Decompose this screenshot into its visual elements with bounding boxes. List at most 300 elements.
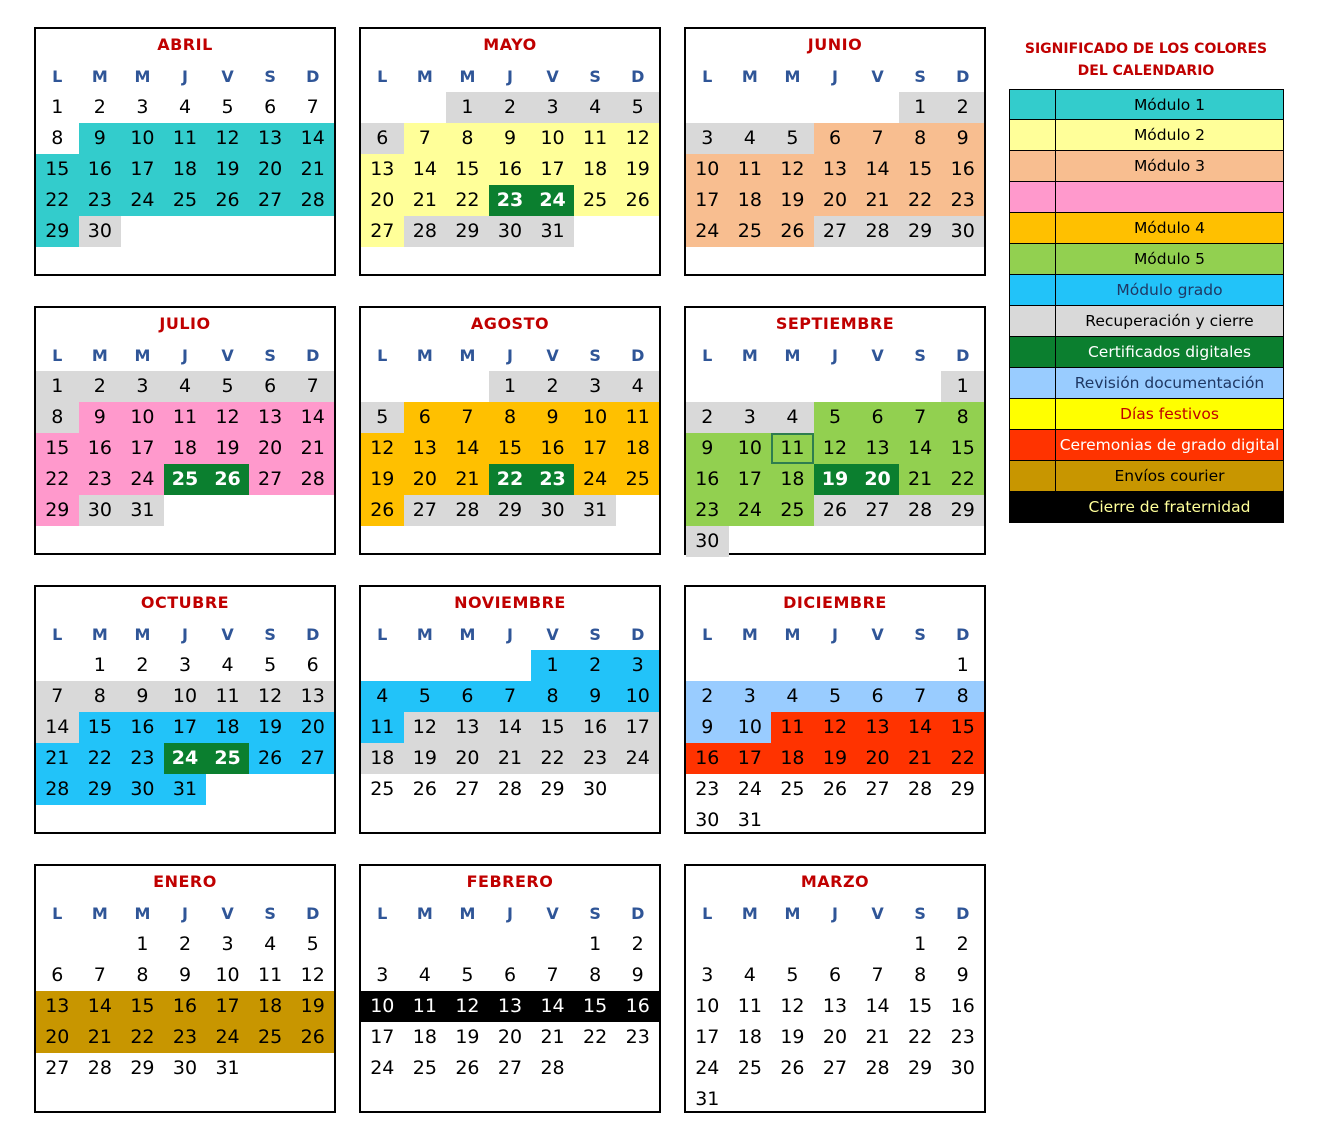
day-cell[interactable]: 27 <box>361 216 404 247</box>
day-cell[interactable]: 10 <box>121 402 164 433</box>
day-cell[interactable]: 30 <box>950 1057 975 1079</box>
day-cell[interactable]: 19 <box>616 154 659 185</box>
day-cell[interactable]: 19 <box>361 464 404 495</box>
day-cell[interactable]: 18 <box>361 743 404 774</box>
day-cell[interactable]: 28 <box>446 495 489 526</box>
day-cell[interactable]: 6 <box>814 123 857 154</box>
day-cell[interactable]: 17 <box>574 433 617 464</box>
day-cell[interactable]: 21 <box>899 464 942 495</box>
day-cell[interactable]: 30 <box>941 216 984 247</box>
day-cell[interactable]: 21 <box>291 433 334 464</box>
day-cell[interactable]: 18 <box>574 154 617 185</box>
day-cell[interactable]: 12 <box>249 681 292 712</box>
day-cell[interactable]: 17 <box>370 1026 395 1048</box>
day-cell[interactable]: 7 <box>871 964 884 986</box>
day-cell[interactable]: 20 <box>856 743 899 774</box>
day-cell[interactable]: 20 <box>497 1026 523 1048</box>
day-cell[interactable]: 16 <box>489 154 532 185</box>
day-cell[interactable]: 8 <box>136 964 149 986</box>
day-cell[interactable]: 5 <box>221 96 234 118</box>
day-cell[interactable]: 20 <box>36 1022 79 1053</box>
day-cell[interactable]: 30 <box>121 774 164 805</box>
day-cell[interactable]: 31 <box>121 495 164 526</box>
day-cell[interactable]: 4 <box>729 123 772 154</box>
day-cell[interactable]: 4 <box>743 964 756 986</box>
day-cell[interactable]: 12 <box>361 433 404 464</box>
day-cell[interactable]: 6 <box>249 371 292 402</box>
day-cell[interactable]: 14 <box>79 991 122 1022</box>
day-cell[interactable]: 8 <box>446 123 489 154</box>
day-cell[interactable]: 13 <box>856 433 899 464</box>
day-cell[interactable]: 1 <box>93 654 106 676</box>
day-cell[interactable]: 2 <box>136 654 149 676</box>
day-cell[interactable]: 14 <box>446 433 489 464</box>
day-cell[interactable]: 5 <box>461 964 474 986</box>
day-cell[interactable]: 18 <box>737 1026 762 1048</box>
day-cell[interactable]: 20 <box>404 464 447 495</box>
day-cell[interactable]: 16 <box>941 154 984 185</box>
day-cell[interactable]: 13 <box>814 154 857 185</box>
day-cell[interactable]: 24 <box>574 464 617 495</box>
day-cell[interactable]: 2 <box>574 650 617 681</box>
day-cell[interactable]: 17 <box>695 1026 720 1048</box>
day-cell[interactable]: 27 <box>497 1057 523 1079</box>
day-cell[interactable]: 7 <box>404 123 447 154</box>
day-cell[interactable]: 9 <box>178 964 192 986</box>
day-cell[interactable]: 18 <box>164 154 207 185</box>
day-cell[interactable]: 16 <box>616 991 659 1022</box>
day-cell[interactable]: 18 <box>206 712 249 743</box>
day-cell[interactable]: 24 <box>686 216 729 247</box>
day-cell[interactable]: 12 <box>446 991 489 1022</box>
day-cell[interactable]: 13 <box>404 433 447 464</box>
day-cell[interactable]: 9 <box>79 402 122 433</box>
day-cell[interactable]: 29 <box>908 1057 933 1079</box>
day-cell[interactable]: 10 <box>215 964 240 986</box>
day-cell[interactable]: 11 <box>258 964 283 986</box>
day-cell[interactable]: 8 <box>914 964 927 986</box>
day-cell[interactable]: 5 <box>771 123 814 154</box>
day-cell[interactable]: 12 <box>404 712 447 743</box>
day-cell[interactable]: 25 <box>412 1057 437 1079</box>
day-cell[interactable]: 24 <box>206 1022 249 1053</box>
day-cell[interactable]: 21 <box>865 1026 890 1048</box>
day-cell[interactable]: 23 <box>625 1026 650 1048</box>
day-cell[interactable]: 6 <box>404 402 447 433</box>
day-cell[interactable]: 5 <box>404 681 447 712</box>
day-cell[interactable]: 18 <box>412 1026 437 1048</box>
day-cell[interactable]: 6 <box>503 964 517 986</box>
day-cell[interactable]: 7 <box>856 123 899 154</box>
day-cell[interactable]: 8 <box>79 681 122 712</box>
day-cell[interactable]: 23 <box>950 1026 975 1048</box>
day-cell[interactable]: 27 <box>249 185 292 216</box>
day-cell[interactable]: 4 <box>418 964 431 986</box>
day-cell[interactable]: 28 <box>908 778 933 800</box>
day-cell[interactable]: 26 <box>206 464 249 495</box>
day-cell[interactable]: 10 <box>686 154 729 185</box>
day-cell[interactable]: 11 <box>164 402 207 433</box>
day-cell[interactable]: 18 <box>771 464 814 495</box>
day-cell[interactable]: 13 <box>446 712 489 743</box>
day-cell[interactable]: 1 <box>531 650 574 681</box>
day-cell[interactable]: 24 <box>729 495 772 526</box>
day-cell[interactable]: 26 <box>412 778 437 800</box>
day-cell[interactable]: 1 <box>914 933 927 955</box>
day-cell[interactable]: 31 <box>737 809 762 831</box>
day-cell[interactable]: 25 <box>616 464 659 495</box>
day-cell[interactable]: 26 <box>780 1057 805 1079</box>
day-cell[interactable]: 12 <box>616 123 659 154</box>
day-cell[interactable]: 12 <box>814 433 857 464</box>
day-cell[interactable]: 14 <box>36 712 79 743</box>
day-cell[interactable]: 12 <box>771 154 814 185</box>
day-cell[interactable]: 16 <box>121 712 164 743</box>
day-cell[interactable]: 20 <box>249 154 292 185</box>
day-cell[interactable]: 4 <box>771 681 814 712</box>
day-cell[interactable]: 20 <box>822 1026 848 1048</box>
day-cell[interactable]: 7 <box>291 371 334 402</box>
day-cell[interactable]: 16 <box>574 712 617 743</box>
day-cell[interactable]: 12 <box>206 123 249 154</box>
day-cell[interactable]: 14 <box>899 433 942 464</box>
day-cell[interactable]: 9 <box>489 123 532 154</box>
day-cell[interactable]: 10 <box>695 995 720 1017</box>
day-cell[interactable]: 4 <box>178 96 192 118</box>
day-cell[interactable]: 16 <box>79 154 122 185</box>
day-cell[interactable]: 11 <box>737 995 762 1017</box>
day-cell[interactable]: 20 <box>249 433 292 464</box>
day-cell[interactable]: 25 <box>370 778 395 800</box>
day-cell[interactable]: 6 <box>828 964 842 986</box>
day-cell[interactable]: 24 <box>121 185 164 216</box>
day-cell[interactable]: 17 <box>164 712 207 743</box>
day-cell[interactable]: 20 <box>291 712 334 743</box>
day-cell[interactable]: 16 <box>686 743 729 774</box>
day-cell[interactable]: 22 <box>79 743 122 774</box>
day-cell[interactable]: 9 <box>531 402 574 433</box>
day-cell[interactable]: 17 <box>616 712 659 743</box>
day-cell[interactable]: 30 <box>695 809 720 831</box>
day-cell[interactable]: 29 <box>489 495 532 526</box>
day-cell[interactable]: 26 <box>616 185 659 216</box>
day-cell[interactable]: 9 <box>686 433 729 464</box>
day-cell[interactable]: 2 <box>93 96 106 118</box>
day-cell[interactable]: 26 <box>361 495 404 526</box>
day-cell[interactable]: 9 <box>686 712 729 743</box>
day-cell[interactable]: 22 <box>899 185 942 216</box>
day-cell[interactable]: 29 <box>899 216 942 247</box>
day-cell[interactable]: 9 <box>574 681 617 712</box>
day-cell[interactable]: 4 <box>361 681 404 712</box>
day-cell[interactable]: 6 <box>264 96 277 118</box>
day-cell[interactable]: 23 <box>574 743 617 774</box>
day-cell[interactable]: 4 <box>616 371 659 402</box>
day-cell[interactable]: 27 <box>404 495 447 526</box>
day-cell[interactable]: 31 <box>531 216 574 247</box>
day-cell[interactable]: 20 <box>361 185 404 216</box>
day-cell[interactable]: 25 <box>164 185 207 216</box>
day-cell[interactable]: 13 <box>291 681 334 712</box>
day-cell[interactable]: 6 <box>306 654 319 676</box>
day-cell[interactable]: 15 <box>36 433 79 464</box>
day-cell[interactable]: 14 <box>865 995 890 1017</box>
day-cell[interactable]: 31 <box>164 774 207 805</box>
day-cell[interactable]: 26 <box>291 1022 334 1053</box>
day-cell[interactable]: 10 <box>729 433 772 464</box>
day-cell[interactable]: 3 <box>574 371 617 402</box>
day-cell[interactable]: 18 <box>164 433 207 464</box>
day-cell[interactable]: 5 <box>361 402 404 433</box>
day-cell[interactable]: 8 <box>489 402 532 433</box>
day-cell[interactable]: 16 <box>79 433 122 464</box>
day-cell[interactable]: 19 <box>206 154 249 185</box>
day-cell[interactable]: 25 <box>206 743 249 774</box>
day-cell[interactable]: 15 <box>121 991 164 1022</box>
day-cell[interactable]: 18 <box>249 991 292 1022</box>
day-cell[interactable]: 11 <box>771 712 814 743</box>
day-cell[interactable]: 8 <box>51 127 64 149</box>
day-cell[interactable]: 3 <box>376 964 389 986</box>
day-cell[interactable]: 31 <box>574 495 617 526</box>
day-cell[interactable]: 26 <box>822 778 848 800</box>
day-cell[interactable]: 16 <box>531 433 574 464</box>
day-cell[interactable]: 10 <box>164 681 207 712</box>
day-cell[interactable]: 19 <box>814 743 857 774</box>
day-cell[interactable]: 23 <box>164 1022 207 1053</box>
day-cell[interactable]: 19 <box>455 1026 480 1048</box>
day-cell[interactable]: 3 <box>686 123 729 154</box>
day-cell[interactable]: 30 <box>79 216 122 247</box>
day-cell[interactable]: 28 <box>899 495 942 526</box>
day-cell[interactable]: 22 <box>36 185 79 216</box>
day-cell[interactable]: 4 <box>164 371 207 402</box>
day-cell[interactable]: 2 <box>686 402 729 433</box>
day-cell[interactable]: 5 <box>616 92 659 123</box>
day-cell[interactable]: 1 <box>489 371 532 402</box>
day-cell[interactable]: 24 <box>164 743 207 774</box>
day-cell[interactable]: 19 <box>780 1026 805 1048</box>
day-cell[interactable]: 30 <box>489 216 532 247</box>
day-cell[interactable]: 25 <box>574 185 617 216</box>
day-cell[interactable]: 19 <box>771 185 814 216</box>
day-cell[interactable]: 3 <box>221 933 234 955</box>
day-cell[interactable]: 14 <box>291 402 334 433</box>
day-cell[interactable]: 16 <box>686 464 729 495</box>
day-cell[interactable]: 19 <box>249 712 292 743</box>
day-cell[interactable]: 2 <box>531 371 574 402</box>
day-cell[interactable]: 13 <box>489 991 532 1022</box>
day-cell[interactable]: 9 <box>956 964 969 986</box>
day-cell[interactable]: 7 <box>306 96 319 118</box>
day-cell[interactable]: 7 <box>93 964 106 986</box>
day-cell[interactable]: 28 <box>865 1057 890 1079</box>
day-cell[interactable]: 27 <box>856 495 899 526</box>
day-cell[interactable]: 4 <box>221 654 234 676</box>
day-cell[interactable]: 10 <box>121 123 164 154</box>
day-cell[interactable]: 26 <box>771 216 814 247</box>
day-cell[interactable]: 19 <box>291 991 334 1022</box>
day-cell[interactable]: 21 <box>36 743 79 774</box>
day-cell[interactable]: 19 <box>814 464 857 495</box>
day-cell[interactable]: 14 <box>404 154 447 185</box>
day-cell[interactable]: 11 <box>616 402 659 433</box>
day-cell[interactable]: 10 <box>574 402 617 433</box>
day-cell[interactable]: 2 <box>489 92 532 123</box>
day-cell[interactable]: 18 <box>729 185 772 216</box>
day-cell[interactable]: 3 <box>729 681 772 712</box>
day-cell[interactable]: 9 <box>941 123 984 154</box>
day-cell[interactable]: 1 <box>446 92 489 123</box>
day-cell[interactable]: 28 <box>856 216 899 247</box>
day-cell[interactable]: 15 <box>79 712 122 743</box>
day-cell[interactable]: 30 <box>531 495 574 526</box>
day-cell[interactable]: 28 <box>36 774 79 805</box>
day-cell[interactable]: 8 <box>36 402 79 433</box>
day-cell[interactable]: 13 <box>822 995 848 1017</box>
day-cell[interactable]: 4 <box>264 933 277 955</box>
day-cell[interactable]: 13 <box>249 123 292 154</box>
day-cell[interactable]: 9 <box>631 964 644 986</box>
day-cell[interactable]: 28 <box>291 464 334 495</box>
day-cell[interactable]: 4 <box>771 402 814 433</box>
day-cell[interactable]: 22 <box>36 464 79 495</box>
day-cell[interactable]: 28 <box>497 778 523 800</box>
day-cell[interactable]: 5 <box>306 933 319 955</box>
day-cell[interactable]: 29 <box>950 778 975 800</box>
day-cell[interactable]: 19 <box>206 433 249 464</box>
day-cell[interactable]: 7 <box>446 402 489 433</box>
day-cell[interactable]: 31 <box>695 1088 720 1110</box>
day-cell[interactable]: 23 <box>79 185 122 216</box>
day-cell[interactable]: 3 <box>136 96 149 118</box>
day-cell[interactable]: 8 <box>899 123 942 154</box>
day-cell[interactable]: 25 <box>164 464 207 495</box>
day-cell[interactable]: 24 <box>616 743 659 774</box>
day-cell[interactable]: 15 <box>941 433 984 464</box>
day-cell[interactable]: 26 <box>455 1057 480 1079</box>
day-cell[interactable]: 13 <box>856 712 899 743</box>
day-cell[interactable]: 24 <box>370 1057 395 1079</box>
day-cell[interactable]: 14 <box>856 154 899 185</box>
day-cell[interactable]: 18 <box>616 433 659 464</box>
day-cell[interactable]: 9 <box>121 681 164 712</box>
day-cell[interactable]: 26 <box>206 185 249 216</box>
day-cell[interactable]: 28 <box>291 185 334 216</box>
day-cell[interactable]: 21 <box>404 185 447 216</box>
day-cell[interactable]: 13 <box>361 154 404 185</box>
day-cell[interactable]: 5 <box>814 402 857 433</box>
day-cell[interactable]: 7 <box>36 681 79 712</box>
day-cell[interactable]: 20 <box>446 743 489 774</box>
day-cell[interactable]: 3 <box>616 650 659 681</box>
day-cell[interactable]: 27 <box>822 1057 848 1079</box>
day-cell[interactable]: 6 <box>856 681 899 712</box>
day-cell[interactable]: 16 <box>164 991 207 1022</box>
day-cell[interactable]: 7 <box>546 964 559 986</box>
day-cell[interactable]: 29 <box>540 778 565 800</box>
day-cell[interactable]: 2 <box>631 933 644 955</box>
day-cell[interactable]: 11 <box>729 154 772 185</box>
day-cell[interactable]: 5 <box>814 681 857 712</box>
day-cell[interactable]: 3 <box>178 654 192 676</box>
day-cell[interactable]: 21 <box>540 1026 565 1048</box>
day-cell[interactable]: 8 <box>941 681 984 712</box>
day-cell[interactable]: 27 <box>45 1057 70 1079</box>
day-cell[interactable]: 1 <box>589 933 602 955</box>
day-cell[interactable]: 23 <box>79 464 122 495</box>
day-cell[interactable]: 11 <box>164 123 207 154</box>
day-cell[interactable]: 7 <box>489 681 532 712</box>
day-cell[interactable]: 14 <box>899 712 942 743</box>
day-cell[interactable]: 22 <box>121 1022 164 1053</box>
day-cell[interactable]: 29 <box>130 1057 155 1079</box>
day-cell[interactable]: 22 <box>489 464 532 495</box>
day-cell[interactable]: 17 <box>531 154 574 185</box>
day-cell[interactable]: 15 <box>446 154 489 185</box>
day-cell[interactable]: 17 <box>729 464 772 495</box>
day-cell[interactable]: 5 <box>264 654 277 676</box>
day-cell[interactable]: 1 <box>941 371 984 402</box>
day-cell[interactable]: 4 <box>574 92 617 123</box>
day-cell[interactable]: 26 <box>814 495 857 526</box>
day-cell[interactable]: 27 <box>865 778 890 800</box>
day-cell[interactable]: 5 <box>786 964 799 986</box>
day-cell[interactable]: 11 <box>206 681 249 712</box>
day-cell[interactable]: 23 <box>531 464 574 495</box>
day-cell[interactable]: 10 <box>616 681 659 712</box>
day-cell[interactable]: 15 <box>36 154 79 185</box>
day-cell[interactable]: 21 <box>489 743 532 774</box>
day-cell[interactable]: 14 <box>531 991 574 1022</box>
day-cell[interactable]: 30 <box>686 526 729 557</box>
day-cell[interactable]: 12 <box>780 995 805 1017</box>
day-cell[interactable]: 30 <box>79 495 122 526</box>
day-cell[interactable]: 27 <box>814 216 857 247</box>
day-cell[interactable]: 10 <box>361 991 404 1022</box>
day-cell[interactable]: 24 <box>695 1057 720 1079</box>
day-cell[interactable]: 17 <box>686 185 729 216</box>
day-cell[interactable]: 12 <box>814 712 857 743</box>
day-cell[interactable]: 2 <box>956 933 969 955</box>
day-cell[interactable]: 2 <box>686 681 729 712</box>
day-cell[interactable]: 19 <box>404 743 447 774</box>
day-cell[interactable]: 20 <box>814 185 857 216</box>
day-cell[interactable]: 22 <box>531 743 574 774</box>
day-cell[interactable]: 14 <box>489 712 532 743</box>
day-cell[interactable]: 15 <box>489 433 532 464</box>
day-cell[interactable]: 14 <box>291 123 334 154</box>
day-cell[interactable]: 17 <box>729 743 772 774</box>
day-cell[interactable]: 13 <box>36 991 79 1022</box>
day-cell[interactable]: 1 <box>51 96 64 118</box>
day-cell[interactable]: 16 <box>950 995 975 1017</box>
day-cell[interactable]: 25 <box>780 778 805 800</box>
day-cell[interactable]: 1 <box>136 933 149 955</box>
day-cell[interactable]: 15 <box>574 991 617 1022</box>
day-cell[interactable]: 8 <box>531 681 574 712</box>
day-cell[interactable]: 12 <box>206 402 249 433</box>
day-cell[interactable]: 15 <box>899 154 942 185</box>
day-cell[interactable]: 15 <box>531 712 574 743</box>
day-cell[interactable]: 23 <box>489 185 532 216</box>
day-cell[interactable]: 27 <box>249 464 292 495</box>
day-cell[interactable]: 11 <box>361 712 404 743</box>
day-cell[interactable]: 3 <box>121 371 164 402</box>
day-cell[interactable]: 1 <box>956 654 969 676</box>
day-cell[interactable]: 29 <box>36 495 79 526</box>
day-cell[interactable]: 2 <box>178 933 192 955</box>
